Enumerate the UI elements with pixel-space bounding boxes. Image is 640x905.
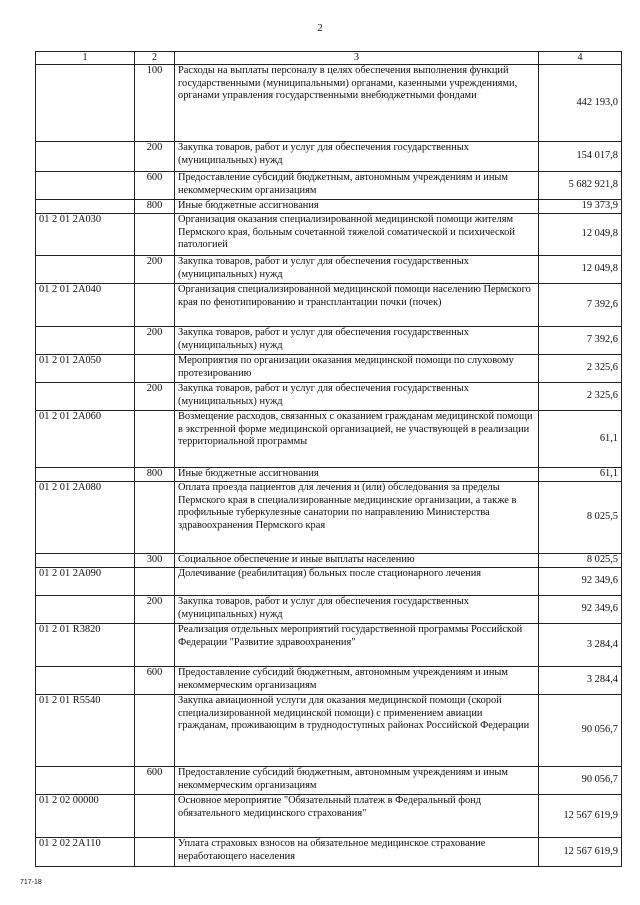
table-row — [36, 214, 622, 256]
row-type: 200 — [135, 327, 175, 355]
table-row — [36, 327, 622, 355]
row-type: 300 — [135, 554, 175, 568]
row-amount: 2 325,6 — [539, 383, 622, 411]
table-row — [36, 482, 622, 554]
row-code — [36, 468, 135, 482]
row-amount: 19 373,9 — [539, 200, 622, 214]
row-type: 600 — [135, 767, 175, 795]
row-text: Организация оказания специализированной медицинской помощи жителям Пермского края, больным сочетанной тяжелой соматической и психической патологией — [175, 214, 539, 256]
row-text: Предоставление субсидий бюджетным, автономным учреждениям и иным некоммерческим организациям — [175, 172, 539, 200]
row-type — [135, 482, 175, 554]
row-code — [36, 667, 135, 695]
row-type — [135, 795, 175, 838]
row-type — [135, 568, 175, 596]
row-amount: 92 349,6 — [539, 568, 622, 596]
table-row — [36, 355, 622, 383]
row-type: 200 — [135, 142, 175, 172]
row-code — [36, 596, 135, 624]
row-type — [135, 838, 175, 867]
row-text: Мероприятия по организации оказания медицинской помощи по слуховому протезированию — [175, 355, 539, 383]
row-code — [36, 200, 135, 214]
row-text: Иные бюджетные ассигнования — [175, 200, 539, 214]
row-text: Оплата проезда пациентов для лечения и (или) обследования за пределы Пермского края в специализированные медицинские организации, а также в профильные туберкулезные санатории по направлению Министерства здравоохранения Пермского края — [175, 482, 539, 554]
row-text: Расходы на выплаты персоналу в целях обеспечения выполнения функций государственными (муниципальными) органами, казенными учреждениями, органами управления государственными внебюджетными фондами — [175, 65, 539, 142]
row-type: 600 — [135, 667, 175, 695]
row-amount: 90 056,7 — [539, 695, 622, 767]
row-amount: 442 193,0 — [539, 65, 622, 142]
table-row — [36, 767, 622, 795]
row-amount: 90 056,7 — [539, 767, 622, 795]
row-type: 200 — [135, 596, 175, 624]
row-text: Предоставление субсидий бюджетным, автономным учреждениям и иным некоммерческим организациям — [175, 667, 539, 695]
table-row — [36, 667, 622, 695]
row-amount: 61,1 — [539, 411, 622, 468]
row-code: 01 2 01 2А050 — [36, 355, 135, 383]
row-type: 800 — [135, 200, 175, 214]
table-row — [36, 596, 622, 624]
row-code — [36, 767, 135, 795]
row-code — [36, 327, 135, 355]
row-amount: 154 017,8 — [539, 142, 622, 172]
table-row — [36, 65, 622, 142]
header-col-1: 1 — [36, 52, 135, 65]
row-text: Закупка товаров, работ и услуг для обеспечения государственных (муниципальных) нужд — [175, 596, 539, 624]
row-code: 01 2 01 2А040 — [36, 284, 135, 327]
table-row — [36, 554, 622, 568]
row-code: 01 2 01 2А060 — [36, 411, 135, 468]
row-amount: 2 325,6 — [539, 355, 622, 383]
table-row — [36, 256, 622, 284]
row-text: Иные бюджетные ассигнования — [175, 468, 539, 482]
row-amount: 3 284,4 — [539, 624, 622, 667]
budget-table — [35, 51, 622, 867]
row-type — [135, 355, 175, 383]
row-text: Уплата страховых взносов на обязательное медицинское страхование неработающего населения — [175, 838, 539, 867]
row-text: Закупка товаров, работ и услуг для обеспечения государственных (муниципальных) нужд — [175, 142, 539, 172]
row-text: Организация специализированной медицинской помощи населению Пермского края по фенотипированию и трансплантации почки (почек) — [175, 284, 539, 327]
row-text: Долечивание (реабилитация) больных после стационарного лечения — [175, 568, 539, 596]
table-row — [36, 695, 622, 767]
row-type: 200 — [135, 256, 175, 284]
row-amount: 12 567 619,9 — [539, 838, 622, 867]
row-code — [36, 256, 135, 284]
row-text: Закупка товаров, работ и услуг для обеспечения государственных (муниципальных) нужд — [175, 383, 539, 411]
table-row — [36, 795, 622, 838]
row-text: Реализация отдельных мероприятий государственной программы Российской Федерации "Развитие здравоохранения" — [175, 624, 539, 667]
row-code — [36, 142, 135, 172]
header-col-3: 3 — [175, 52, 539, 65]
header-col-4: 4 — [539, 52, 622, 65]
row-amount: 12 567 619,9 — [539, 795, 622, 838]
row-code: 01 2 02 00000 — [36, 795, 135, 838]
table-row — [36, 411, 622, 468]
table-header-row — [36, 52, 622, 65]
row-type: 100 — [135, 65, 175, 142]
row-code: 01 2 01 R3820 — [36, 624, 135, 667]
row-amount: 61,1 — [539, 468, 622, 482]
row-type — [135, 624, 175, 667]
row-type: 800 — [135, 468, 175, 482]
row-code: 01 2 01 2А090 — [36, 568, 135, 596]
row-code — [36, 65, 135, 142]
row-code: 01 2 01 2А030 — [36, 214, 135, 256]
row-text: Предоставление субсидий бюджетным, автономным учреждениям и иным некоммерческим организациям — [175, 767, 539, 795]
row-code — [36, 172, 135, 200]
row-type: 200 — [135, 383, 175, 411]
table-row — [36, 284, 622, 327]
row-type — [135, 695, 175, 767]
row-type — [135, 214, 175, 256]
table-row — [36, 624, 622, 667]
row-amount: 5 682 921,8 — [539, 172, 622, 200]
row-code — [36, 554, 135, 568]
row-type — [135, 411, 175, 468]
row-text: Основное мероприятие "Обязательный платеж в Федеральный фонд обязательного медицинского страхования" — [175, 795, 539, 838]
row-amount: 92 349,6 — [539, 596, 622, 624]
row-text: Закупка авиационной услуги для оказания медицинской помощи (скорой специализированной медицинской помощи) с применением авиации гражданам, проживающим в труднодоступных районах Российской Федерации — [175, 695, 539, 767]
row-type: 600 — [135, 172, 175, 200]
row-code: 01 2 01 R5540 — [36, 695, 135, 767]
table-row — [36, 142, 622, 172]
row-amount: 3 284,4 — [539, 667, 622, 695]
row-amount: 7 392,6 — [539, 284, 622, 327]
row-amount: 7 392,6 — [539, 327, 622, 355]
row-amount: 12 049,8 — [539, 256, 622, 284]
row-text: Социальное обеспечение и иные выплаты населению — [175, 554, 539, 568]
table-row — [36, 468, 622, 482]
row-text: Закупка товаров, работ и услуг для обеспечения государственных (муниципальных) нужд — [175, 256, 539, 284]
row-amount: 12 049,8 — [539, 214, 622, 256]
document-footer-code: 717-18 — [20, 879, 42, 886]
row-code: 01 2 02 2А110 — [36, 838, 135, 867]
table-row — [36, 838, 622, 867]
header-col-2: 2 — [135, 52, 175, 65]
table-row — [36, 568, 622, 596]
table-row — [36, 172, 622, 200]
table-row — [36, 200, 622, 214]
row-text: Возмещение расходов, связанных с оказанием гражданам медицинской помощи в экстренной форме медицинской организацией, не участвующей в реализации территориальной программы — [175, 411, 539, 468]
row-amount: 8 025,5 — [539, 554, 622, 568]
row-amount: 8 025,5 — [539, 482, 622, 554]
row-text: Закупка товаров, работ и услуг для обеспечения государственных (муниципальных) нужд — [175, 327, 539, 355]
row-code — [36, 383, 135, 411]
row-type — [135, 284, 175, 327]
row-code: 01 2 01 2А080 — [36, 482, 135, 554]
page-number: 2 — [317, 22, 323, 34]
table-row — [36, 383, 622, 411]
